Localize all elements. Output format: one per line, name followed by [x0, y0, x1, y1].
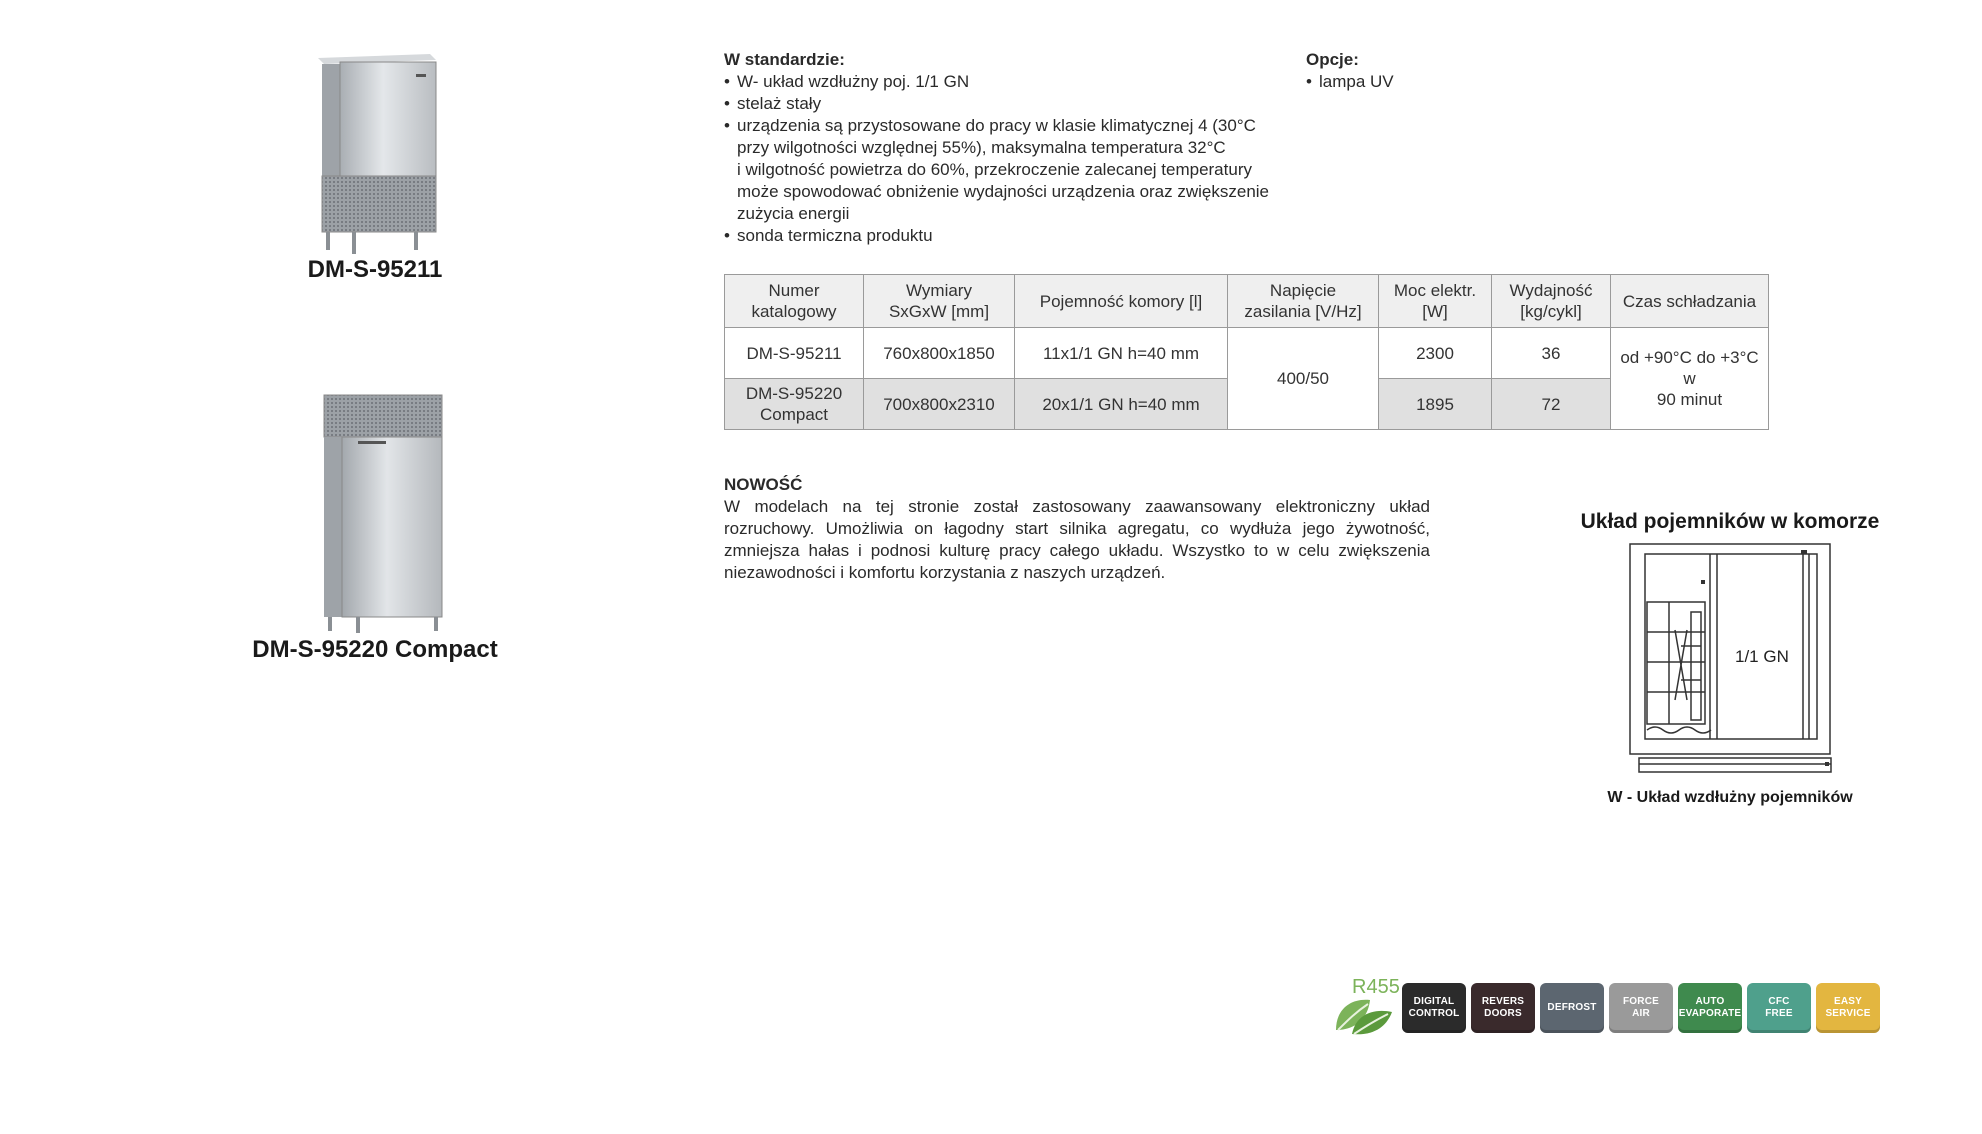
badge-revers-doors: REVERS DOORS — [1471, 983, 1535, 1033]
cell-catalog: DM-S-95211 — [725, 328, 864, 379]
badge-force-air: FORCE AIR — [1609, 983, 1673, 1033]
header-voltage: Napięcie zasilania [V/Hz] — [1228, 275, 1379, 328]
layout-title: Układ pojemników w komorze — [1580, 510, 1880, 533]
header-yield: Wydajność [kg/cykl] — [1492, 275, 1611, 328]
badge-digital-control: DIGITAL CONTROL — [1402, 983, 1466, 1033]
cell-yield: 36 — [1492, 328, 1611, 379]
cell-catalog: DM-S-95220 Compact — [725, 379, 864, 430]
cell-power: 2300 — [1379, 328, 1492, 379]
header-power: Moc elektr. [W] — [1379, 275, 1492, 328]
table-header-row — [725, 275, 1769, 328]
product-image-dm-s-95211 — [312, 52, 442, 257]
badge-defrost: DEFROST — [1540, 983, 1604, 1033]
standard-item: • sonda termiczna produktu — [724, 225, 1304, 247]
cell-capacity: 20x1/1 GN h=40 mm — [1015, 379, 1228, 430]
novelty-section — [724, 474, 1430, 584]
badge-easy-service: EASY SERVICE — [1816, 983, 1880, 1033]
option-item: • lampa UV — [1306, 71, 1606, 93]
standard-item: • urządzenia są przystosowane do pracy w klasie klimatycznej 4 (30°C przy wilgotności względnej 55%), maksymalna temperatura 32°C i wilgotność powietrza do 60%, przekroczenie zalecanej temperatury może spowodować obniżenie wydajności urządzenia oraz zwiększenie zużycia energii — [724, 115, 1304, 225]
cell-dimensions: 700x800x2310 — [864, 379, 1015, 430]
product-title-1: DM-S-95211 — [307, 256, 443, 283]
header-capacity: Pojemność komory [l] — [1015, 275, 1228, 328]
layout-caption: W - Układ wzdłużny pojemników — [1607, 789, 1853, 806]
gn-label: 1/1 GN — [1735, 647, 1789, 666]
container-layout-diagram — [1625, 540, 1835, 780]
novelty-heading: NOWOŚĆ — [724, 475, 803, 494]
cell-voltage: 400/50 — [1228, 328, 1379, 430]
header-cooling-time: Czas schładzania — [1611, 275, 1769, 328]
standard-item: • W- układ wzdłużny poj. 1/1 GN — [724, 71, 1304, 93]
badge-auto-evaporate: AUTO EVAPORATE — [1678, 983, 1742, 1033]
product-title-2: DM-S-95220 Compact — [252, 636, 498, 663]
standard-item: • stelaż stały — [724, 93, 1304, 115]
cell-dimensions: 760x800x1850 — [864, 328, 1015, 379]
standard-equipment — [724, 49, 1304, 247]
table-row — [725, 328, 1769, 379]
cell-power: 1895 — [1379, 379, 1492, 430]
cell-yield: 72 — [1492, 379, 1611, 430]
standard-heading: W standardzie: — [724, 50, 845, 69]
novelty-text: W modelach na tej stronie został zastosowany zaawansowany elektroniczny układ rozruchowy. Umożliwia on łagodny start silnika agregatu, co wydłuża jego żywotność, zmniejsza hałas i podnosi kulturę pracy całego układu. Wszystko to w celu zwiększenia niezawodności i komfortu korzystania z naszych urządzeń. — [724, 497, 1430, 582]
cell-capacity: 11x1/1 GN h=40 mm — [1015, 328, 1228, 379]
header-dimensions: Wymiary SxGxW [mm] — [864, 275, 1015, 328]
options — [1306, 49, 1606, 93]
header-catalog: Numer katalogowy — [725, 275, 864, 328]
cell-cooling-time: od +90°C do +3°C w 90 minut — [1611, 328, 1769, 430]
spec-table — [724, 274, 1769, 430]
refrigerant-label: R455 — [1352, 976, 1400, 998]
badge-cfc-free: CFC FREE — [1747, 983, 1811, 1033]
product-image-dm-s-95220-compact — [318, 385, 448, 635]
options-heading: Opcje: — [1306, 50, 1359, 69]
